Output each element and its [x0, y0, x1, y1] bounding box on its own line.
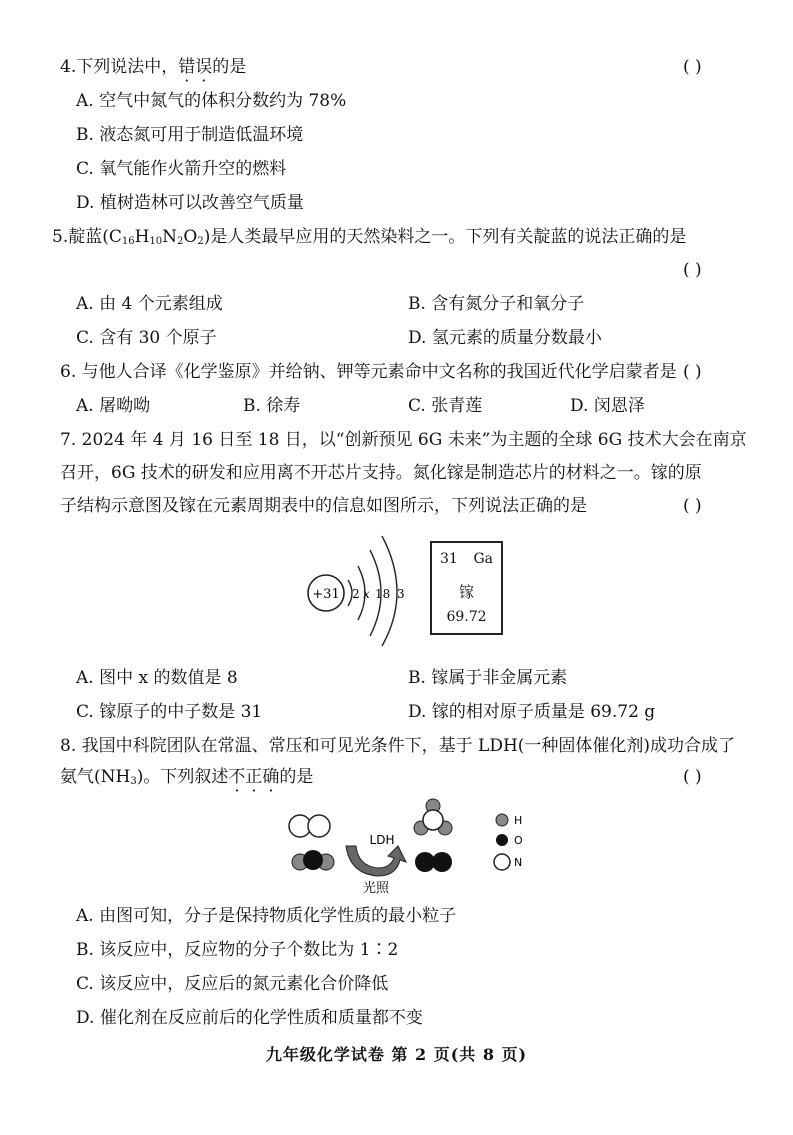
element-name: 镓 [458, 583, 474, 601]
emphasis-char: 确 [262, 767, 280, 787]
legend-o-swatch [496, 834, 508, 846]
legend-n-label: N [514, 856, 523, 869]
q8-option-d: D. 催化剂在反应前后的化学性质和质量都不变 [76, 1008, 423, 1028]
q8-answer-paren: ( ) [683, 767, 702, 787]
q7-stem-line-3: 子结构示意图及镓在元素周期表中的信息如图所示，下列说法正确的是 [60, 496, 587, 516]
q7-stem-line-1: 7. 2024 年 4 月 16 日至 18 日，以“创新预见 6G 未来”为主题的全球 6G 技术大会在南京 [60, 430, 747, 450]
q8-option-c: C. 该反应中，反应后的氮元素化合价降低 [76, 974, 389, 994]
legend-h-label: H [514, 814, 523, 827]
atomic-number: 31 [440, 551, 458, 567]
q6-option-a: A. 屠呦呦 [76, 396, 151, 416]
q5-stem: 5.靛蓝$(C_{16}H_{10}N_2O_2)$是人类最早应用的天然染料之一。下列有关靛蓝的说法正确的是 [52, 227, 687, 247]
q6-option-d: D. 闵恩泽 [570, 396, 645, 416]
q4-option-d: D. 植树造林可以改善空气质量 [76, 193, 304, 213]
q7-option-c: C. 镓原子的中子数是 31 [76, 702, 263, 722]
element-symbol: Ga [473, 551, 493, 567]
q7-option-d: D. 镓的相对原子质量是 69.72 g [408, 702, 656, 722]
q5-option-a: A. 由 4 个元素组成 [76, 294, 223, 314]
reactant-water-molecule [292, 850, 334, 870]
q7-option-a: A. 图中 x 的数值是 8 [76, 668, 238, 688]
shell-electrons-1: 2 [352, 587, 360, 601]
q8-option-a: A. 由图可知，分子是保持物质化学性质的最小粒子 [76, 906, 457, 926]
q6-option-c: C. 张青莲 [408, 396, 483, 416]
reaction-diagram [280, 796, 550, 898]
shell-electrons-2: x [363, 587, 370, 601]
q5-option-d: D. 氢元素的质量分数最小 [408, 328, 602, 348]
q4-option-a: A. 空气中氮气的体积分数约为 78% [76, 91, 347, 111]
shell-electrons-4: 3 [397, 587, 405, 601]
q6-stem: 6. 与他人合译《化学鉴原》并给钠、钾等元素命中文名称的我国近代化学启蒙者是 [60, 362, 677, 382]
atomic-mass: 69.72 [446, 609, 487, 625]
page-footer: 九年级化学试卷 第 2 页(共 8 页) [265, 1045, 528, 1064]
q7-option-b: B. 镓属于非金属元素 [408, 668, 568, 688]
q6-answer-paren: ( ) [683, 362, 702, 382]
emphasis-char: 误 [195, 57, 213, 77]
condition-label: 光照 [362, 881, 390, 896]
q5-answer-paren: ( ) [683, 260, 702, 280]
periodic-table-cell-gallium [430, 541, 503, 635]
catalyst-label: LDH [369, 833, 395, 847]
emphasis-char: 错 [178, 57, 196, 77]
legend-h-swatch [496, 814, 508, 826]
legend-n-swatch [494, 854, 510, 870]
q7-stem-line-2: 召开，6G 技术的研发和应用离不开芯片支持。氮化镓是制造芯片的材料之一。镓的原 [60, 463, 702, 483]
q8-stem-line-1: 8. 我国中科院团队在常温、常压和可见光条件下，基于 LDH(一种固体催化剂)成功合成了 [60, 736, 736, 756]
q6-option-b: B. 徐寿 [243, 396, 301, 416]
reaction-arrow [346, 846, 406, 876]
q8-option-b: B. 该反应中，反应物的分子个数比为 1∶2 [76, 940, 399, 960]
q4-stem: 4.下列说法中，错误的是 [60, 57, 247, 77]
product-oxygen-molecule [415, 852, 452, 872]
q4-option-c: C. 氧气能作火箭升空的燃料 [76, 159, 287, 179]
legend-o-label: O [514, 834, 523, 847]
product-ammonia-molecule [414, 799, 452, 835]
reactant-nitrogen-molecule [289, 815, 330, 837]
q8-stem-line-2: 氨气$(NH_3)$。下列叙述不正确的是 [60, 767, 314, 787]
q4-answer-paren: ( ) [683, 57, 702, 77]
shell-electrons-3: 18 [375, 587, 391, 601]
emphasis-char: 不 [228, 767, 246, 787]
gallium-atom-structure-diagram [300, 528, 415, 648]
q4-option-b: B. 液态氮可用于制造低温环境 [76, 125, 304, 145]
q5-option-b: B. 含有氮分子和氧分子 [408, 294, 585, 314]
emphasis-char: 正 [245, 767, 263, 787]
nucleus-label: +31 [312, 587, 340, 602]
q7-answer-paren: ( ) [683, 496, 702, 516]
q5-option-c: C. 含有 30 个原子 [76, 328, 217, 348]
